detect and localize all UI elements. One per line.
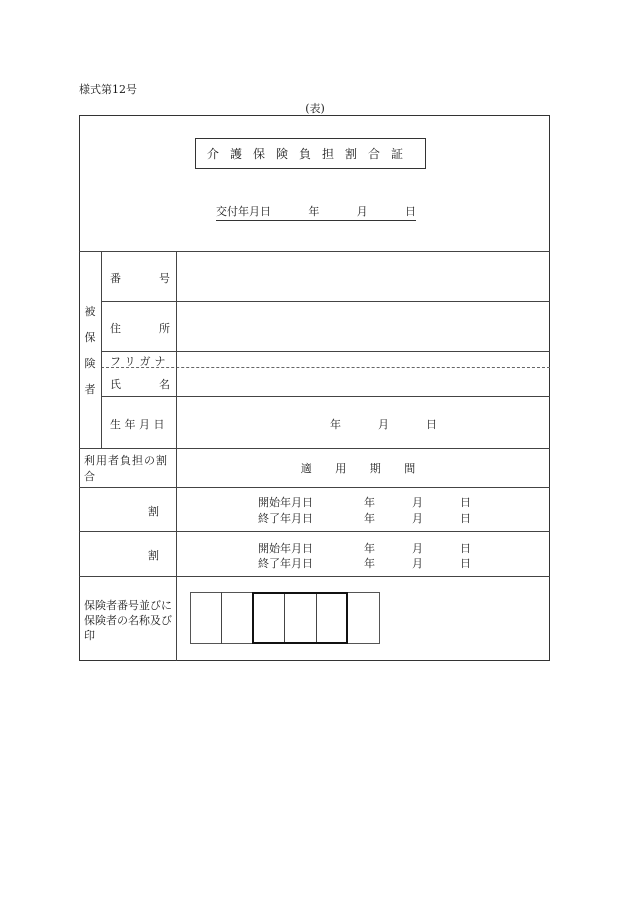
issue-date-day: 日: [404, 205, 416, 218]
start-year: 年: [364, 542, 375, 555]
number-label-char: 番: [110, 272, 121, 285]
address-field[interactable]: [177, 302, 549, 350]
number-label: [110, 270, 170, 286]
address-label: [110, 320, 170, 336]
end-month: 月: [412, 512, 423, 525]
rule: [101, 396, 550, 397]
certificate-title: 介護保険負担割合証: [195, 138, 426, 169]
birth-year: 年: [330, 418, 341, 431]
birth-date-label: 生 年 月 日: [110, 418, 165, 431]
furigana-field[interactable]: [177, 352, 549, 366]
issue-date-label: 交付年月日: [216, 205, 271, 218]
ratio-unit: 割: [148, 549, 159, 562]
end-month: 月: [412, 557, 423, 570]
end-day: 日: [460, 512, 471, 525]
ratio-unit: 割: [148, 505, 159, 518]
address-label-char: 所: [159, 322, 170, 335]
insured-section-label: [79, 251, 101, 448]
insurer-label: 保険者番号並びに保険者の名称及び印: [84, 599, 172, 642]
period-header: 適 用 期 間: [300, 462, 426, 475]
issue-date-year: 年: [308, 205, 320, 218]
start-month: 月: [412, 542, 423, 555]
start-year: 年: [364, 496, 375, 509]
issue-date-month: 月: [356, 205, 368, 218]
start-label: 開始年月日: [258, 542, 313, 555]
ratio-header: 利用者負担の割合: [84, 454, 168, 483]
insurer-number-highlight: [252, 592, 348, 644]
start-day: 日: [460, 542, 471, 555]
period-end-row: [258, 555, 471, 571]
name-field[interactable]: [177, 368, 549, 395]
name-label-char: 氏: [110, 378, 121, 391]
address-label-char: 住: [110, 322, 121, 335]
start-label: 開始年月日: [258, 496, 313, 509]
rule: [79, 531, 550, 532]
rule: [101, 251, 102, 448]
form-number: 様式第12号: [79, 83, 137, 96]
number-label-char: 号: [159, 272, 170, 285]
period-start-row: [258, 494, 471, 510]
birth-month: 月: [378, 418, 389, 431]
number-field[interactable]: [177, 252, 549, 300]
end-label: 終了年月日: [258, 557, 313, 570]
insured-char: 保: [84, 330, 96, 344]
insurer-digit-divider: [221, 592, 222, 644]
name-label-char: 名: [159, 378, 170, 391]
start-month: 月: [412, 496, 423, 509]
rule: [79, 487, 550, 488]
rule: [79, 448, 550, 449]
end-year: 年: [364, 557, 375, 570]
name-label: [110, 376, 170, 392]
period-start-row: [258, 540, 471, 556]
end-day: 日: [460, 557, 471, 570]
end-label: 終了年月日: [258, 512, 313, 525]
side-label: (表): [305, 102, 325, 115]
start-day: 日: [460, 496, 471, 509]
insured-char: 者: [84, 382, 96, 396]
rule: [79, 576, 550, 577]
furigana-label: フリガナ: [110, 355, 170, 368]
insured-char: 険: [84, 356, 96, 370]
birth-day: 日: [426, 418, 437, 431]
issue-date: [216, 203, 416, 221]
end-year: 年: [364, 512, 375, 525]
period-end-row: [258, 510, 471, 526]
insured-char: 被: [84, 304, 96, 318]
birth-date-value[interactable]: [330, 416, 437, 432]
